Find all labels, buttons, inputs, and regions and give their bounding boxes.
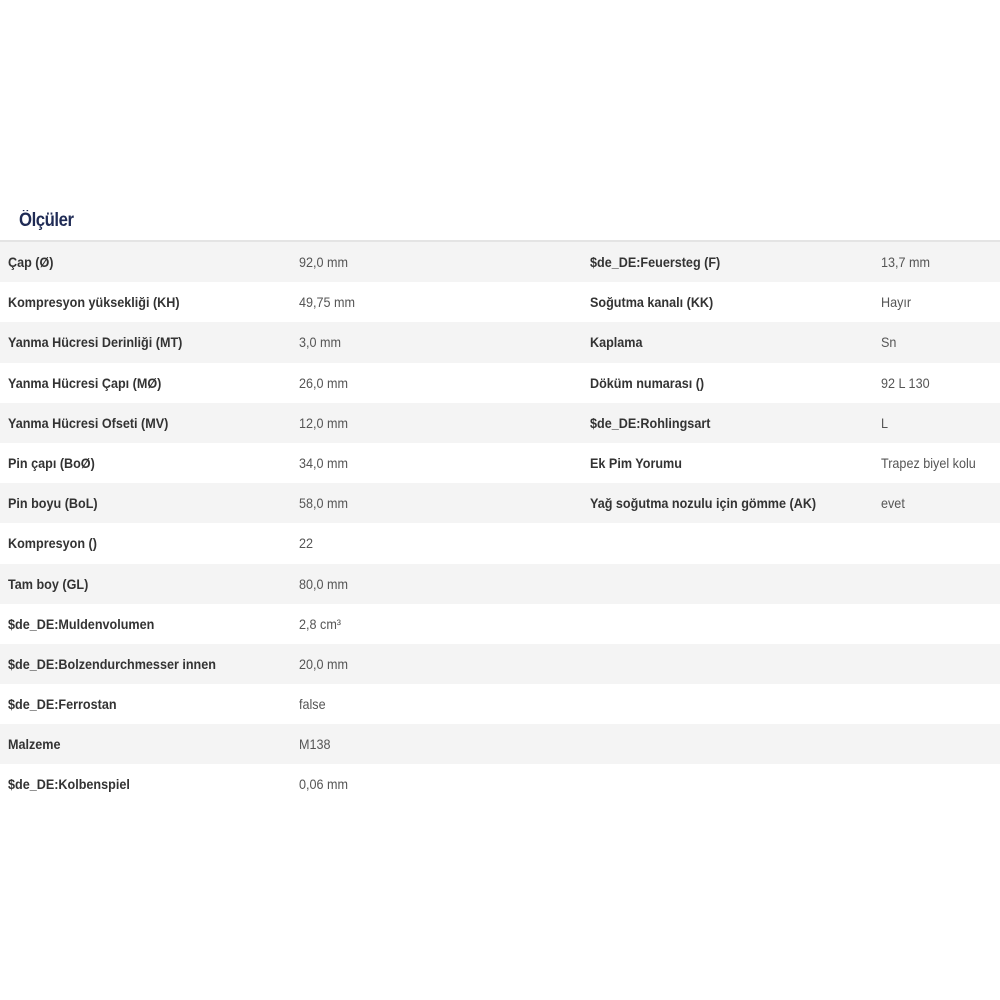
spec-value: 12,0 mm [299,414,349,431]
spec-row [0,684,1000,724]
spec-label: Çap (Ø) [8,254,54,270]
spec-value: Hayır [881,294,912,311]
dimensions-panel [0,202,1000,805]
section-title: Ölçüler [19,210,74,231]
spec-value: L [881,414,889,431]
spec-row [0,523,1000,563]
spec-value: 92,0 mm [299,254,349,270]
section-header [0,202,1000,242]
spec-label: Malzeme [8,736,61,753]
spec-label: Kompresyon () [8,535,97,552]
spec-value: evet [881,495,905,512]
spec-label: $de_DE:Feuersteg (F) [590,254,721,270]
spec-row [0,322,1000,362]
spec-value: 58,0 mm [299,495,349,512]
spec-label: Pin çapı (BoØ) [8,454,95,471]
spec-value: 26,0 mm [299,374,349,391]
spec-label: $de_DE:Ferrostan [8,696,117,713]
spec-value: 80,0 mm [299,575,349,592]
spec-label: Döküm numarası () [590,374,705,391]
spec-value: 49,75 mm [299,294,356,311]
spec-row [0,724,1000,764]
spec-value: 2,8 cm³ [299,615,342,632]
spec-label: $de_DE:Muldenvolumen [8,615,155,632]
spec-label: Pin boyu (BoL) [8,495,98,512]
spec-row [0,443,1000,483]
spec-value: 34,0 mm [299,454,349,471]
spec-row [0,564,1000,604]
spec-label: Yanma Hücresi Derinliği (MT) [8,334,183,351]
spec-label: Kaplama [590,334,643,351]
spec-row [0,604,1000,644]
spec-row [0,764,1000,804]
spec-value: M138 [299,736,331,753]
spec-row [0,363,1000,403]
spec-value: Trapez biyel kolu [881,454,976,471]
spec-label: Soğutma kanalı (KK) [590,294,714,311]
spec-value: 3,0 mm [299,334,342,351]
spec-row [0,242,1000,282]
spec-value: 92 L 130 [881,374,930,391]
spec-value: 0,06 mm [299,776,349,793]
spec-label: $de_DE:Rohlingsart [590,414,711,431]
spec-row [0,403,1000,443]
spec-label: Yağ soğutma nozulu için gömme (AK) [590,495,817,512]
spec-value: false [299,696,326,713]
spec-label: Ek Pim Yorumu [590,454,682,471]
spec-value: 13,7 mm [881,254,931,270]
spec-label: Yanma Hücresi Çapı (MØ) [8,374,162,391]
spec-value: 20,0 mm [299,655,349,672]
spec-label: $de_DE:Bolzendurchmesser innen [8,655,216,672]
spec-label: Kompresyon yüksekliği (KH) [8,294,180,311]
spec-row [0,483,1000,523]
spec-row [0,644,1000,684]
spec-value: 22 [299,535,314,552]
spec-label: Yanma Hücresi Ofseti (MV) [8,414,169,431]
spec-row [0,282,1000,322]
spec-value: Sn [881,334,897,351]
spec-label: Tam boy (GL) [8,575,89,592]
spec-label: $de_DE:Kolbenspiel [8,776,130,793]
